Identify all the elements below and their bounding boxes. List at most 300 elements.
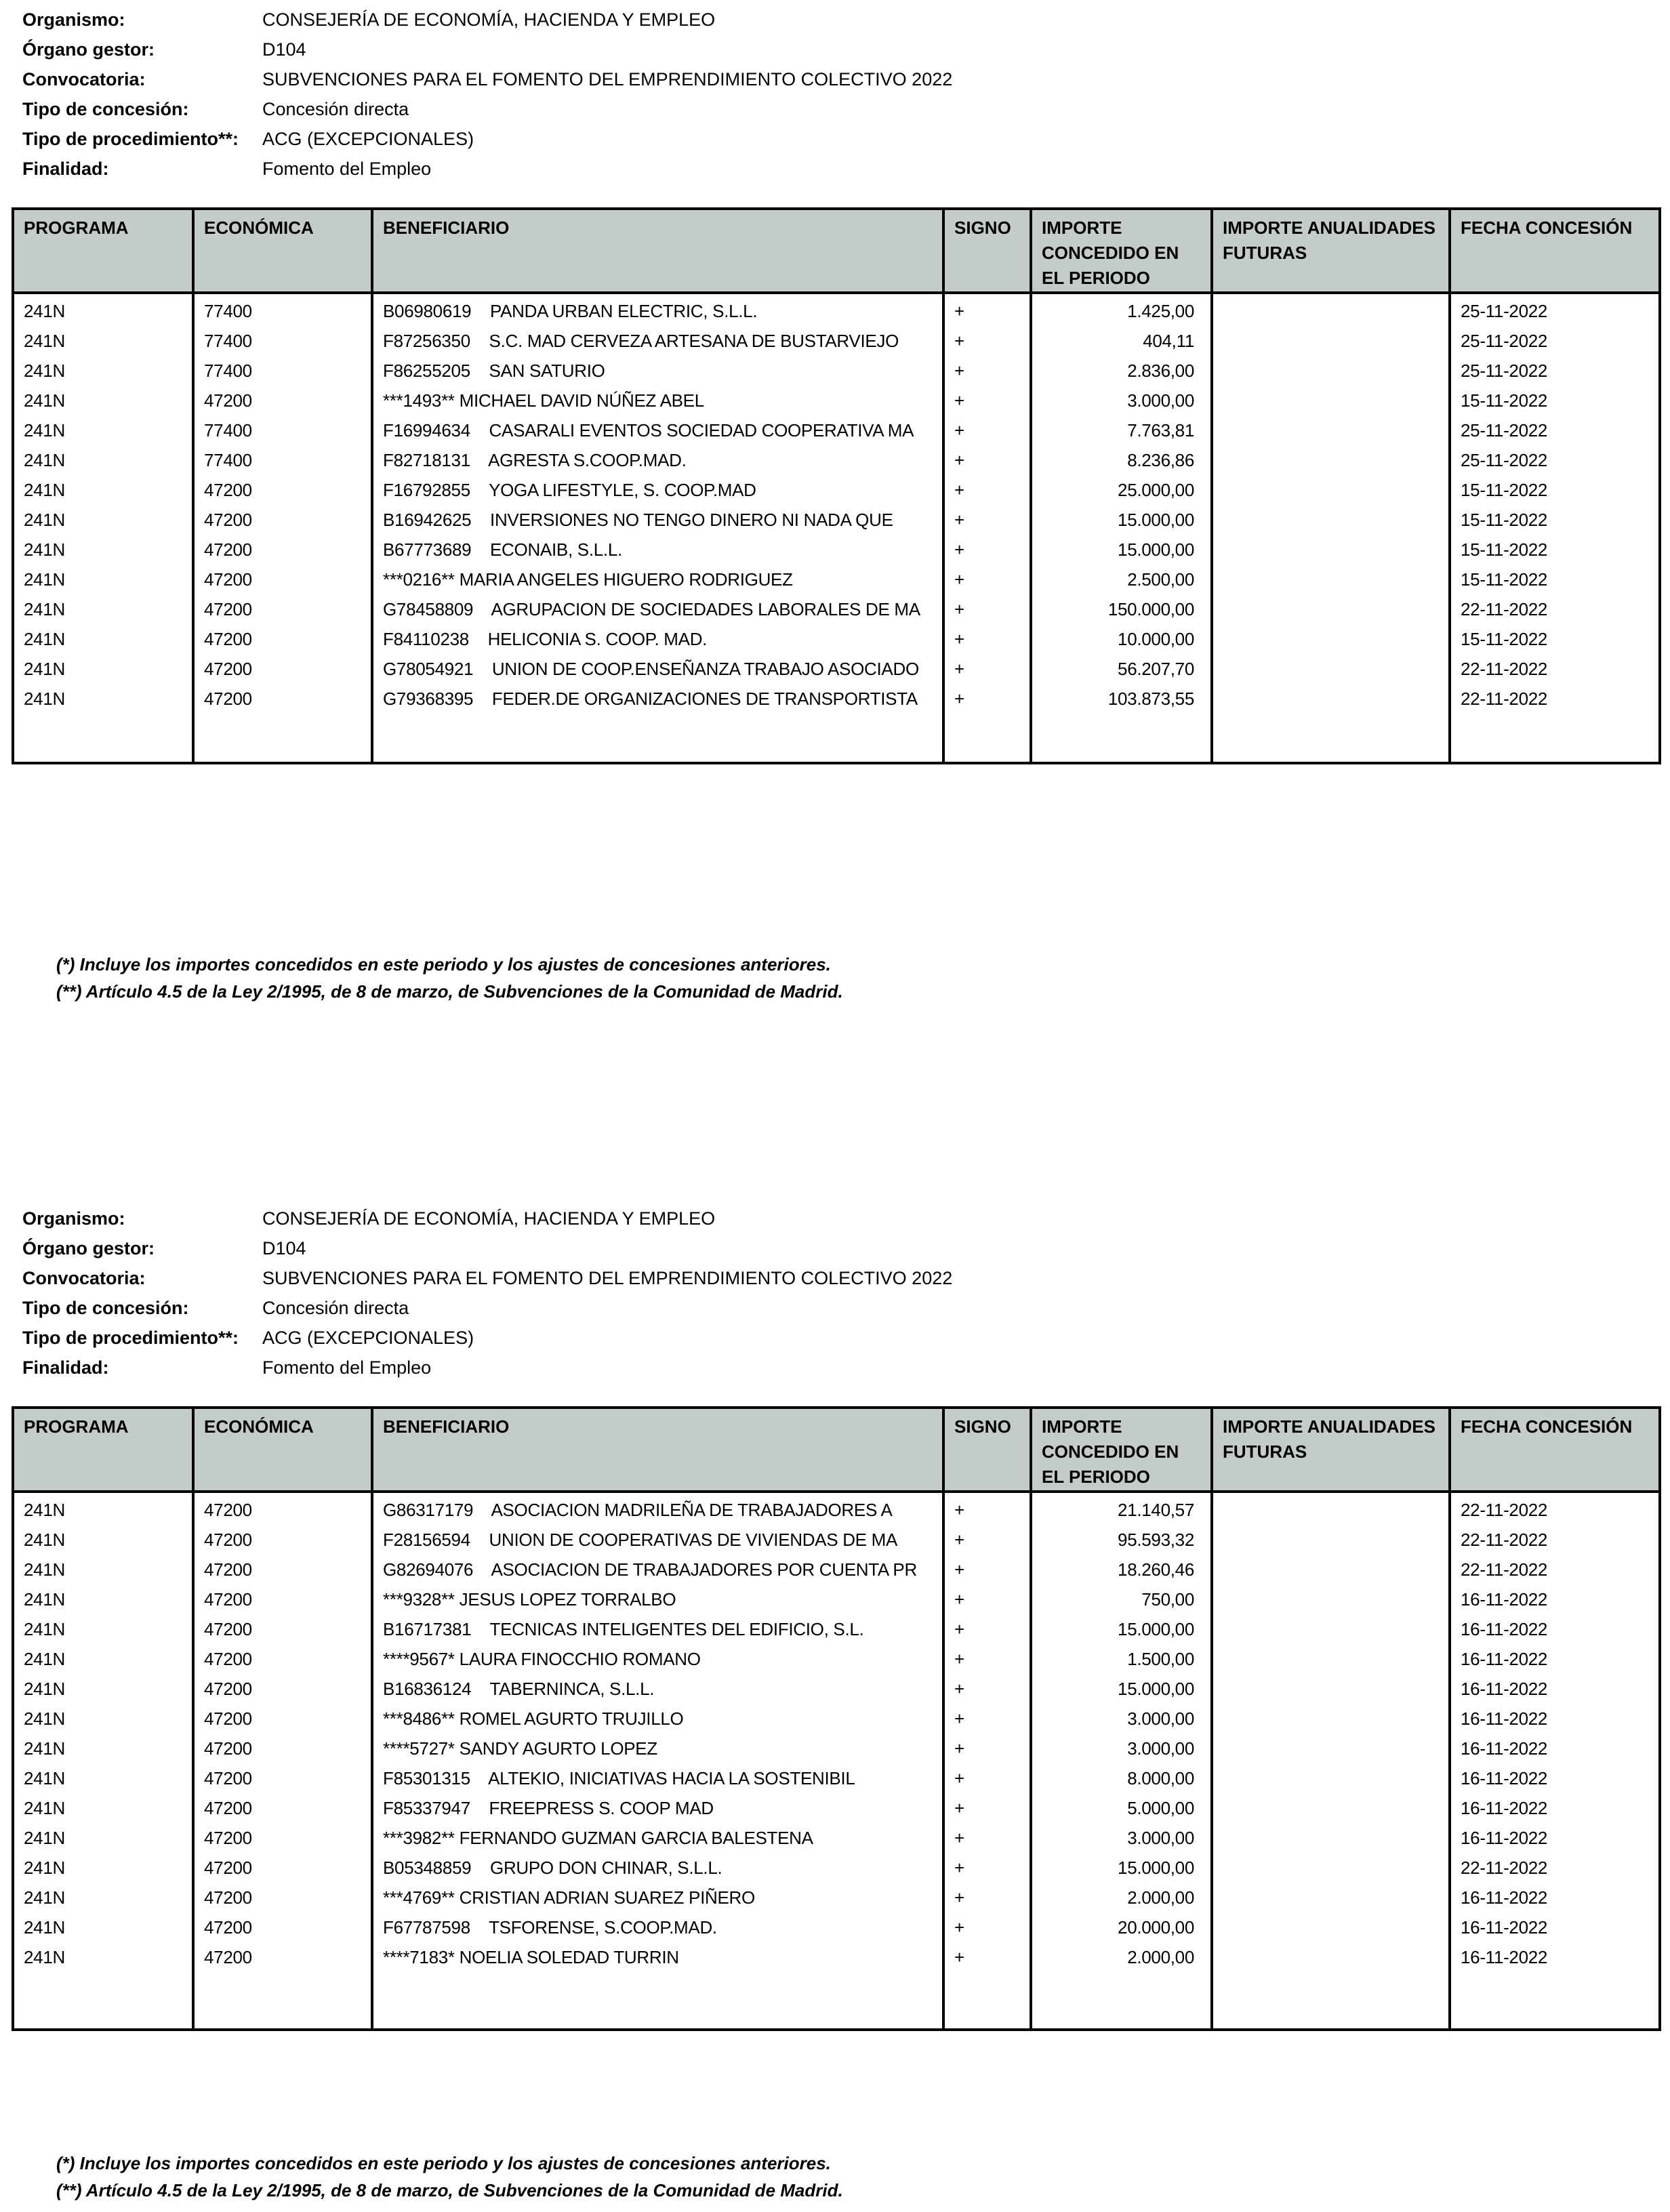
tipo-concesion-value: Concesión directa (262, 99, 409, 119)
col-signo: SIGNO (943, 1408, 1031, 1492)
beneficiario-cell: ****5727* SANDY AGURTO LOPEZ (372, 1732, 943, 1761)
table-row (13, 413, 1660, 443)
programa-cell: 241N (13, 324, 193, 354)
footnote-1: (*) Incluye los importes concedidos en este periodo y los ajustes de concesiones anteriores. (56, 2153, 831, 2173)
economica-cell: 47200 (193, 1582, 372, 1612)
beneficiario-cell: F28156594 UNION DE COOPERATIVAS DE VIVIENDAS DE MA (372, 1523, 943, 1553)
table-row (13, 1702, 1660, 1732)
economica-cell: 47200 (193, 652, 372, 682)
col-anualidades: IMPORTE ANUALIDADES FUTURAS (1212, 1408, 1450, 1492)
beneficiario-cell: F87256350 S.C. MAD CERVEZA ARTESANA DE BUSTARVIEJO (372, 324, 943, 354)
empty-cell (1031, 1970, 1212, 2030)
anualidades-cell (1212, 622, 1450, 652)
col-beneficiario: BENEFICIARIO (372, 1408, 943, 1492)
col-programa: PROGRAMA (13, 209, 193, 293)
fecha-cell: 22-11-2022 (1450, 1553, 1660, 1582)
fecha-cell: 15-11-2022 (1450, 562, 1660, 592)
anualidades-cell (1212, 1851, 1450, 1881)
table-row (13, 533, 1660, 562)
economica-cell: 47200 (193, 1910, 372, 1940)
col-signo: SIGNO (943, 209, 1031, 293)
economica-cell: 47200 (193, 1612, 372, 1642)
importe-cell: 25.000,00 (1031, 473, 1212, 503)
fecha-cell: 22-11-2022 (1450, 1523, 1660, 1553)
importe-cell: 8.236,86 (1031, 443, 1212, 473)
economica-cell: 47200 (193, 1940, 372, 1970)
economica-cell: 47200 (193, 562, 372, 592)
anualidades-cell (1212, 1523, 1450, 1553)
importe-cell: 7.763,81 (1031, 413, 1212, 443)
economica-cell: 77400 (193, 324, 372, 354)
table-row (13, 1851, 1660, 1881)
economica-cell: 47200 (193, 1821, 372, 1851)
beneficiario-cell: B67773689 ECONAIB, S.L.L. (372, 533, 943, 562)
programa-cell: 241N (13, 1881, 193, 1910)
signo-cell: + (943, 622, 1031, 652)
table-row (13, 1791, 1660, 1821)
beneficiario-cell: F16792855 YOGA LIFESTYLE, S. COOP.MAD (372, 473, 943, 503)
col-economica: ECONÓMICA (193, 1408, 372, 1492)
programa-cell: 241N (13, 503, 193, 533)
signo-cell: + (943, 1851, 1031, 1881)
importe-cell: 3.000,00 (1031, 1821, 1212, 1851)
beneficiario-cell: B06980619 PANDA URBAN ELECTRIC, S.L.L. (372, 293, 943, 324)
importe-cell: 10.000,00 (1031, 622, 1212, 652)
anualidades-cell (1212, 1642, 1450, 1672)
beneficiario-cell: G78054921 UNION DE COOP.ENSEÑANZA TRABAJO ASOCIADO (372, 652, 943, 682)
fecha-cell: 22-11-2022 (1450, 1492, 1660, 1523)
tipo-procedimiento-label: Tipo de procedimiento**: (22, 129, 239, 149)
anualidades-cell (1212, 324, 1450, 354)
table-row (13, 1642, 1660, 1672)
signo-cell: + (943, 1732, 1031, 1761)
anualidades-cell (1212, 384, 1450, 413)
table-row (13, 1612, 1660, 1642)
economica-cell: 47200 (193, 592, 372, 622)
col-importe: IMPORTE CONCEDIDO EN EL PERIODO (1031, 1408, 1212, 1492)
programa-cell: 241N (13, 293, 193, 324)
table-row (13, 1821, 1660, 1851)
importe-cell: 1.425,00 (1031, 293, 1212, 324)
organismo-label: Organismo: (22, 9, 125, 30)
signo-cell: + (943, 1492, 1031, 1523)
fecha-cell: 16-11-2022 (1450, 1612, 1660, 1642)
table-filler-row (13, 1970, 1660, 2030)
finalidad-label: Finalidad: (22, 159, 109, 179)
empty-cell (13, 712, 193, 763)
economica-cell: 47200 (193, 1761, 372, 1791)
empty-cell (1450, 712, 1660, 763)
programa-cell: 241N (13, 1732, 193, 1761)
importe-cell: 15.000,00 (1031, 1612, 1212, 1642)
table-row (13, 1523, 1660, 1553)
anualidades-cell (1212, 1910, 1450, 1940)
importe-cell: 2.000,00 (1031, 1881, 1212, 1910)
importe-cell: 2.836,00 (1031, 354, 1212, 384)
anualidades-cell (1212, 1821, 1450, 1851)
footnote-2: (**) Artículo 4.5 de la Ley 2/1995, de 8 de marzo, de Subvenciones de la Comunidad de Madrid. (56, 981, 843, 1002)
signo-cell: + (943, 1881, 1031, 1910)
economica-cell: 77400 (193, 354, 372, 384)
importe-cell: 404,11 (1031, 324, 1212, 354)
table-row (13, 1881, 1660, 1910)
economica-cell: 47200 (193, 1732, 372, 1761)
economica-cell: 47200 (193, 1523, 372, 1553)
economica-cell: 47200 (193, 503, 372, 533)
fecha-cell: 22-11-2022 (1450, 1851, 1660, 1881)
anualidades-cell (1212, 1732, 1450, 1761)
signo-cell: + (943, 324, 1031, 354)
programa-cell: 241N (13, 682, 193, 712)
programa-cell: 241N (13, 384, 193, 413)
fecha-cell: 22-11-2022 (1450, 652, 1660, 682)
beneficiario-cell: ***0216** MARIA ANGELES HIGUERO RODRIGUEZ (372, 562, 943, 592)
col-anualidades: IMPORTE ANUALIDADES FUTURAS (1212, 209, 1450, 293)
economica-cell: 77400 (193, 293, 372, 324)
anualidades-cell (1212, 1612, 1450, 1642)
programa-cell: 241N (13, 1523, 193, 1553)
organo-gestor-label: Órgano gestor: (22, 1238, 155, 1258)
anualidades-cell (1212, 1940, 1450, 1970)
grants-table-2 (12, 1406, 1661, 2031)
empty-cell (943, 1970, 1031, 2030)
col-beneficiario: BENEFICIARIO (372, 209, 943, 293)
economica-cell: 47200 (193, 384, 372, 413)
tipo-procedimiento-value: ACG (EXCEPCIONALES) (262, 129, 474, 149)
programa-cell: 241N (13, 1791, 193, 1821)
signo-cell: + (943, 1761, 1031, 1791)
signo-cell: + (943, 1642, 1031, 1672)
empty-cell (943, 712, 1031, 763)
programa-cell: 241N (13, 1672, 193, 1702)
anualidades-cell (1212, 503, 1450, 533)
fecha-cell: 16-11-2022 (1450, 1940, 1660, 1970)
signo-cell: + (943, 413, 1031, 443)
fecha-cell: 16-11-2022 (1450, 1761, 1660, 1791)
economica-cell: 47200 (193, 1553, 372, 1582)
programa-cell: 241N (13, 622, 193, 652)
empty-cell (1031, 712, 1212, 763)
importe-cell: 150.000,00 (1031, 592, 1212, 622)
beneficiario-cell: ****7183* NOELIA SOLEDAD TURRIN (372, 1940, 943, 1970)
signo-cell: + (943, 1821, 1031, 1851)
tipo-concesion-value: Concesión directa (262, 1298, 409, 1318)
fecha-cell: 22-11-2022 (1450, 592, 1660, 622)
beneficiario-cell: ***9328** JESUS LOPEZ TORRALBO (372, 1582, 943, 1612)
importe-cell: 15.000,00 (1031, 503, 1212, 533)
table-row (13, 1582, 1660, 1612)
fecha-cell: 15-11-2022 (1450, 384, 1660, 413)
programa-cell: 241N (13, 592, 193, 622)
anualidades-cell (1212, 1553, 1450, 1582)
beneficiario-cell: F85301315 ALTEKIO, INICIATIVAS HACIA LA SOSTENIBIL (372, 1761, 943, 1791)
table-header-row (13, 209, 1660, 293)
anualidades-cell (1212, 473, 1450, 503)
economica-cell: 47200 (193, 622, 372, 652)
importe-cell: 20.000,00 (1031, 1910, 1212, 1940)
economica-cell: 77400 (193, 443, 372, 473)
beneficiario-cell: B16717381 TECNICAS INTELIGENTES DEL EDIFICIO, S.L. (372, 1612, 943, 1642)
anualidades-cell (1212, 1672, 1450, 1702)
signo-cell: + (943, 1910, 1031, 1940)
economica-cell: 47200 (193, 1791, 372, 1821)
signo-cell: + (943, 1672, 1031, 1702)
table-row (13, 1672, 1660, 1702)
organo-gestor-value: D104 (262, 39, 306, 60)
fecha-cell: 16-11-2022 (1450, 1702, 1660, 1732)
anualidades-cell (1212, 413, 1450, 443)
fecha-cell: 15-11-2022 (1450, 533, 1660, 562)
importe-cell: 15.000,00 (1031, 533, 1212, 562)
empty-cell (193, 712, 372, 763)
signo-cell: + (943, 1791, 1031, 1821)
empty-cell (1212, 1970, 1450, 2030)
table-row (13, 1492, 1660, 1523)
fecha-cell: 16-11-2022 (1450, 1642, 1660, 1672)
organismo-label: Organismo: (22, 1208, 125, 1229)
programa-cell: 241N (13, 1910, 193, 1940)
programa-cell: 241N (13, 562, 193, 592)
beneficiario-cell: F16994634 CASARALI EVENTOS SOCIEDAD COOPERATIVA MA (372, 413, 943, 443)
beneficiario-cell: ***3982** FERNANDO GUZMAN GARCIA BALESTENA (372, 1821, 943, 1851)
economica-cell: 47200 (193, 1642, 372, 1672)
table-row (13, 652, 1660, 682)
economica-cell: 47200 (193, 1881, 372, 1910)
beneficiario-cell: ***4769** CRISTIAN ADRIAN SUAREZ PIÑERO (372, 1881, 943, 1910)
programa-cell: 241N (13, 1702, 193, 1732)
tipo-procedimiento-value: ACG (EXCEPCIONALES) (262, 1328, 474, 1348)
signo-cell: + (943, 1940, 1031, 1970)
footnotes-2 (56, 2150, 843, 2204)
fecha-cell: 15-11-2022 (1450, 622, 1660, 652)
signo-cell: + (943, 562, 1031, 592)
finalidad-value: Fomento del Empleo (262, 1357, 432, 1378)
economica-cell: 47200 (193, 682, 372, 712)
anualidades-cell (1212, 354, 1450, 384)
beneficiario-cell: F84110238 HELICONIA S. COOP. MAD. (372, 622, 943, 652)
fecha-cell: 15-11-2022 (1450, 503, 1660, 533)
table-header-row (13, 1408, 1660, 1492)
programa-cell: 241N (13, 1642, 193, 1672)
signo-cell: + (943, 682, 1031, 712)
importe-cell: 2.000,00 (1031, 1940, 1212, 1970)
signo-cell: + (943, 473, 1031, 503)
footnote-2: (**) Artículo 4.5 de la Ley 2/1995, de 8 de marzo, de Subvenciones de la Comunidad de Madrid. (56, 2180, 843, 2200)
importe-cell: 56.207,70 (1031, 652, 1212, 682)
beneficiario-cell: ****9567* LAURA FINOCCHIO ROMANO (372, 1642, 943, 1672)
organo-gestor-value: D104 (262, 1238, 306, 1258)
economica-cell: 47200 (193, 1672, 372, 1702)
fecha-cell: 22-11-2022 (1450, 682, 1660, 712)
importe-cell: 1.500,00 (1031, 1642, 1212, 1672)
anualidades-cell (1212, 1881, 1450, 1910)
importe-cell: 3.000,00 (1031, 1732, 1212, 1761)
anualidades-cell (1212, 682, 1450, 712)
importe-cell: 2.500,00 (1031, 562, 1212, 592)
organismo-value: CONSEJERÍA DE ECONOMÍA, HACIENDA Y EMPLEO (262, 1208, 716, 1229)
convocatoria-label: Convocatoria: (22, 1268, 146, 1288)
table-row (13, 1761, 1660, 1791)
signo-cell: + (943, 592, 1031, 622)
fecha-cell: 16-11-2022 (1450, 1881, 1660, 1910)
col-fecha: FECHA CONCESIÓN (1450, 1408, 1660, 1492)
importe-cell: 95.593,32 (1031, 1523, 1212, 1553)
empty-cell (372, 712, 943, 763)
footnotes-1 (56, 951, 843, 1005)
programa-cell: 241N (13, 1940, 193, 1970)
finalidad-label: Finalidad: (22, 1357, 109, 1378)
convocatoria-value: SUBVENCIONES PARA EL FOMENTO DEL EMPRENDIMIENTO COLECTIVO 2022 (262, 1268, 953, 1288)
signo-cell: + (943, 354, 1031, 384)
beneficiario-cell: G82694076 ASOCIACION DE TRABAJADORES POR CUENTA PR (372, 1553, 943, 1582)
importe-cell: 3.000,00 (1031, 1702, 1212, 1732)
anualidades-cell (1212, 443, 1450, 473)
table-row (13, 293, 1660, 324)
beneficiario-cell: G78458809 AGRUPACION DE SOCIEDADES LABORALES DE MA (372, 592, 943, 622)
fecha-cell: 16-11-2022 (1450, 1791, 1660, 1821)
importe-cell: 21.140,57 (1031, 1492, 1212, 1523)
table-row (13, 503, 1660, 533)
col-fecha: FECHA CONCESIÓN (1450, 209, 1660, 293)
table-row (13, 324, 1660, 354)
beneficiario-cell: G86317179 ASOCIACION MADRILEÑA DE TRABAJADORES A (372, 1492, 943, 1523)
importe-cell: 750,00 (1031, 1582, 1212, 1612)
table-row (13, 443, 1660, 473)
beneficiario-cell: B16942625 INVERSIONES NO TENGO DINERO NI NADA QUE (372, 503, 943, 533)
table-row (13, 562, 1660, 592)
beneficiario-cell: B05348859 GRUPO DON CHINAR, S.L.L. (372, 1851, 943, 1881)
table-row (13, 354, 1660, 384)
col-programa: PROGRAMA (13, 1408, 193, 1492)
signo-cell: + (943, 503, 1031, 533)
signo-cell: + (943, 293, 1031, 324)
table-filler-row (13, 712, 1660, 763)
empty-cell (13, 1970, 193, 2030)
programa-cell: 241N (13, 1761, 193, 1791)
table-row (13, 622, 1660, 652)
programa-cell: 241N (13, 443, 193, 473)
anualidades-cell (1212, 592, 1450, 622)
programa-cell: 241N (13, 1582, 193, 1612)
importe-cell: 18.260,46 (1031, 1553, 1212, 1582)
importe-cell: 3.000,00 (1031, 384, 1212, 413)
fecha-cell: 16-11-2022 (1450, 1732, 1660, 1761)
organo-gestor-label: Órgano gestor: (22, 39, 155, 60)
programa-cell: 241N (13, 1492, 193, 1523)
importe-cell: 15.000,00 (1031, 1672, 1212, 1702)
anualidades-cell (1212, 1492, 1450, 1523)
anualidades-cell (1212, 293, 1450, 324)
anualidades-cell (1212, 1791, 1450, 1821)
anualidades-cell (1212, 562, 1450, 592)
fecha-cell: 25-11-2022 (1450, 443, 1660, 473)
signo-cell: + (943, 1582, 1031, 1612)
table-row (13, 1553, 1660, 1582)
table-row (13, 1940, 1660, 1970)
signo-cell: + (943, 533, 1031, 562)
importe-cell: 15.000,00 (1031, 1851, 1212, 1881)
beneficiario-cell: G79368395 FEDER.DE ORGANIZACIONES DE TRANSPORTISTA (372, 682, 943, 712)
fecha-cell: 25-11-2022 (1450, 413, 1660, 443)
col-economica: ECONÓMICA (193, 209, 372, 293)
programa-cell: 241N (13, 413, 193, 443)
table-row (13, 592, 1660, 622)
signo-cell: + (943, 652, 1031, 682)
empty-cell (1450, 1970, 1660, 2030)
importe-cell: 5.000,00 (1031, 1791, 1212, 1821)
signo-cell: + (943, 384, 1031, 413)
grants-table-1 (12, 207, 1661, 764)
fecha-cell: 25-11-2022 (1450, 293, 1660, 324)
beneficiario-cell: F82718131 AGRESTA S.COOP.MAD. (372, 443, 943, 473)
signo-cell: + (943, 1702, 1031, 1732)
beneficiario-cell: F67787598 TSFORENSE, S.COOP.MAD. (372, 1910, 943, 1940)
tipo-procedimiento-label: Tipo de procedimiento**: (22, 1328, 239, 1348)
signo-cell: + (943, 1553, 1031, 1582)
fecha-cell: 16-11-2022 (1450, 1910, 1660, 1940)
empty-cell (1212, 712, 1450, 763)
fecha-cell: 25-11-2022 (1450, 324, 1660, 354)
beneficiario-cell: F85337947 FREEPRESS S. COOP MAD (372, 1791, 943, 1821)
importe-cell: 103.873,55 (1031, 682, 1212, 712)
fecha-cell: 25-11-2022 (1450, 354, 1660, 384)
table-row (13, 1732, 1660, 1761)
economica-cell: 47200 (193, 1492, 372, 1523)
table-row (13, 682, 1660, 712)
col-importe: IMPORTE CONCEDIDO EN EL PERIODO (1031, 209, 1212, 293)
programa-cell: 241N (13, 1612, 193, 1642)
footnote-1: (*) Incluye los importes concedidos en este periodo y los ajustes de concesiones anteriores. (56, 954, 831, 975)
economica-cell: 47200 (193, 1851, 372, 1881)
anualidades-cell (1212, 1702, 1450, 1732)
economica-cell: 47200 (193, 473, 372, 503)
tipo-concesion-label: Tipo de concesión: (22, 1298, 189, 1318)
beneficiario-cell: ***1493** MICHAEL DAVID NÚÑEZ ABEL (372, 384, 943, 413)
programa-cell: 241N (13, 354, 193, 384)
fecha-cell: 16-11-2022 (1450, 1582, 1660, 1612)
programa-cell: 241N (13, 652, 193, 682)
anualidades-cell (1212, 652, 1450, 682)
anualidades-cell (1212, 533, 1450, 562)
fecha-cell: 16-11-2022 (1450, 1672, 1660, 1702)
signo-cell: + (943, 1612, 1031, 1642)
empty-cell (372, 1970, 943, 2030)
economica-cell: 47200 (193, 533, 372, 562)
table-row (13, 384, 1660, 413)
economica-cell: 77400 (193, 413, 372, 443)
fecha-cell: 16-11-2022 (1450, 1821, 1660, 1851)
beneficiario-cell: ***8486** ROMEL AGURTO TRUJILLO (372, 1702, 943, 1732)
beneficiario-cell: F86255205 SAN SATURIO (372, 354, 943, 384)
empty-cell (193, 1970, 372, 2030)
importe-cell: 8.000,00 (1031, 1761, 1212, 1791)
anualidades-cell (1212, 1761, 1450, 1791)
organismo-value: CONSEJERÍA DE ECONOMÍA, HACIENDA Y EMPLEO (262, 9, 716, 30)
programa-cell: 241N (13, 1821, 193, 1851)
economica-cell: 47200 (193, 1702, 372, 1732)
convocatoria-label: Convocatoria: (22, 69, 146, 89)
table-row (13, 473, 1660, 503)
signo-cell: + (943, 443, 1031, 473)
programa-cell: 241N (13, 473, 193, 503)
convocatoria-value: SUBVENCIONES PARA EL FOMENTO DEL EMPRENDIMIENTO COLECTIVO 2022 (262, 69, 953, 89)
anualidades-cell (1212, 1582, 1450, 1612)
programa-cell: 241N (13, 533, 193, 562)
tipo-concesion-label: Tipo de concesión: (22, 99, 189, 119)
programa-cell: 241N (13, 1851, 193, 1881)
table-row (13, 1910, 1660, 1940)
programa-cell: 241N (13, 1553, 193, 1582)
